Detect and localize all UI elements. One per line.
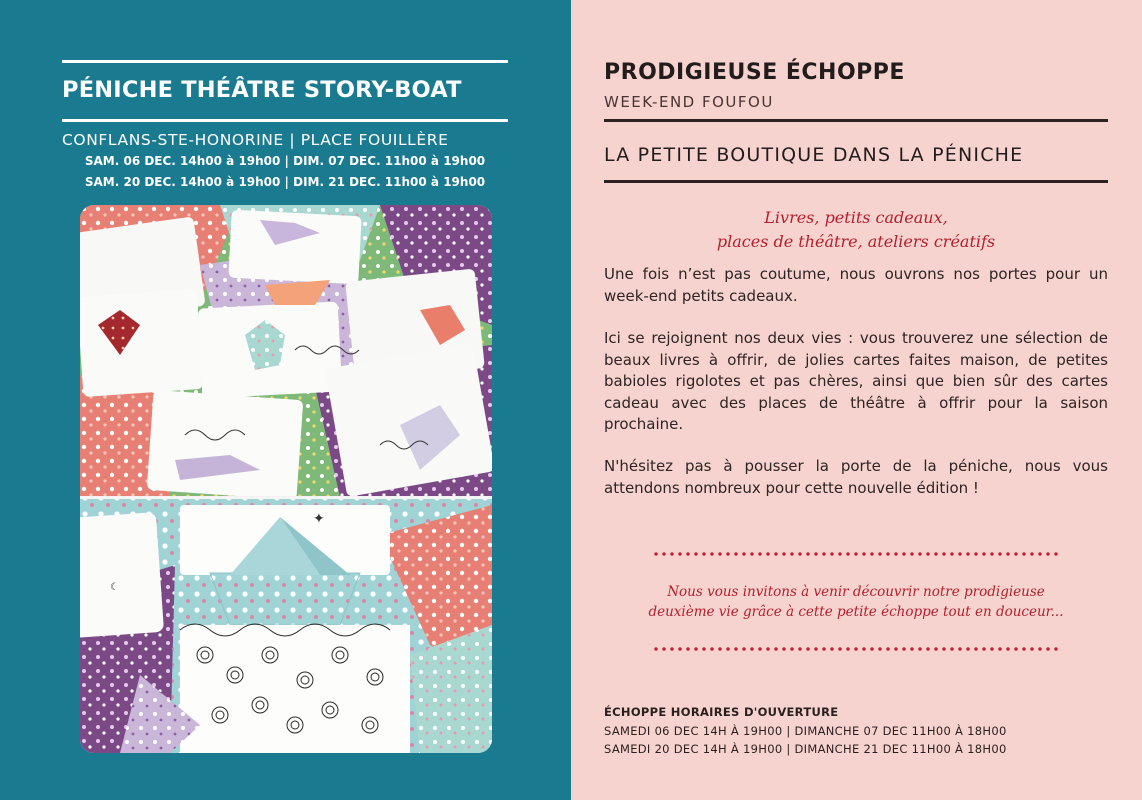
svg-text:✦: ✦ [313,511,325,527]
venue-location: CONFLANS-STE-HONORINE | PLACE FOUILLÈRE [62,131,449,149]
intro-paragraph: Une fois n’est pas coutume, nous ouvrons nos portes pour un week-end petits cadeaux. [604,265,1108,305]
description-paragraph: Ici se rejoignent nos deux vies : vous trouverez une sélection de beaux livres à offrir, de jolies cartes faites maison, de petites babioles rigolotes et pas chères, ainsi que bien sûr des cartes cadeau avec des places de théâtre à offrir pour la saison prochaine. [604,329,1108,433]
invitation-line-1: Nous vous invitons à venir découvrir notre prodigieuse [667,584,1045,600]
hours-line-2: SAMEDI 20 DEC 14H À 19H00 | DIMANCHE 21 DEC 11H00 À 18H00 [604,742,1007,756]
shop-heading: LA PETITE BOUTIQUE DANS LA PÉNICHE [604,144,1024,166]
top-divider [62,60,508,63]
dotted-divider-top [652,552,1058,556]
tagline-line-1: Livres, petits cadeaux, [764,208,948,227]
svg-text:☾: ☾ [110,582,119,593]
venue-title: PÉNICHE THÉÂTRE STORY-BOAT [62,77,462,103]
heading-divider-bottom [604,180,1108,183]
dates-line-1: SAM. 06 DEC. 14h00 à 19h00 | DIM. 07 DEC. 11h00 à 19h00 [84,154,486,168]
closing-paragraph: N'hésitez pas à pousser la porte de la péniche, nous vous attendons nombreux pour cette nouvelle édition ! [604,457,1108,497]
origami-cards-photo [80,205,492,753]
tagline-line-2: places de théâtre, ateliers créatifs [716,232,996,251]
invitation-line-2: deuxième vie grâce à cette petite échoppe tout en douceur... [648,604,1064,620]
shop-subtitle: WEEK-END FOUFOU [604,93,774,111]
hours-title: ÉCHOPPE HORAIRES D'OUVERTURE [604,705,839,719]
tagline [604,206,1108,254]
dates-line-2: SAM. 20 DEC. 14h00 à 19h00 | DIM. 21 DEC. 11h00 à 19h00 [84,175,486,189]
hours-line-1: SAMEDI 06 DEC 14H À 19H00 | DIMANCHE 07 DEC 11H00 À 18H00 [604,724,1007,738]
dotted-divider-bottom [652,647,1058,651]
heading-divider-top [604,119,1108,122]
shop-title: PRODIGIEUSE ÉCHOPPE [604,60,905,85]
invitation [604,582,1108,622]
title-divider [62,119,508,122]
